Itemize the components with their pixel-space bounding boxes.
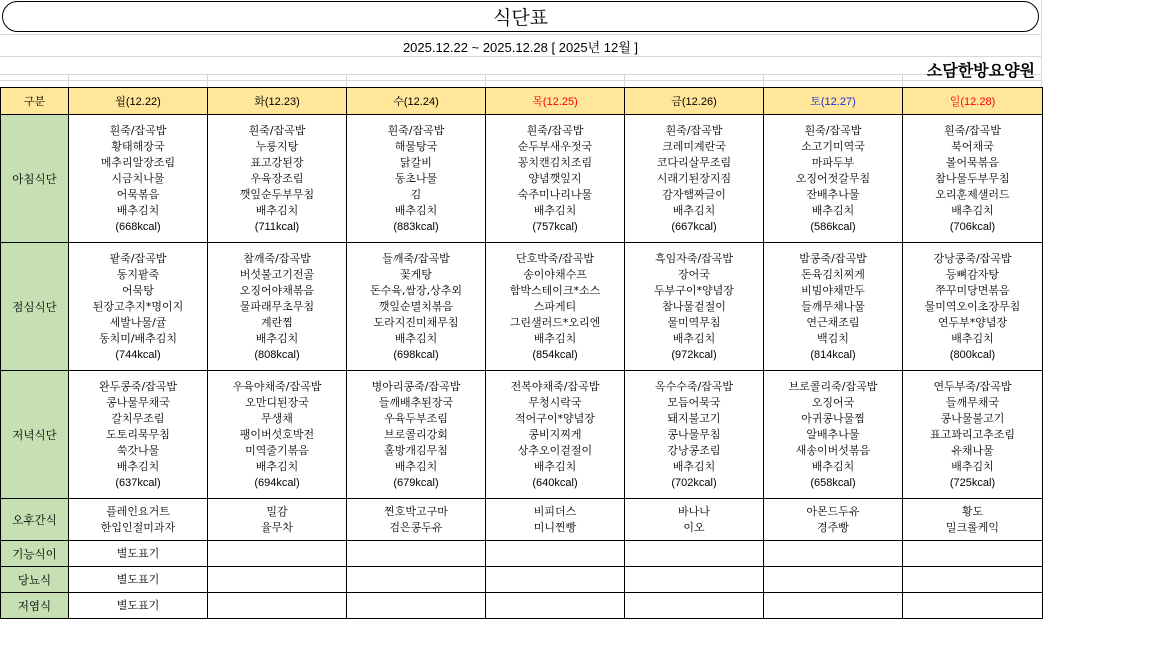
menu-cell-wed <box>347 567 486 593</box>
menu-item: 볼어묵볶음 <box>945 155 1000 169</box>
menu-item: 병아리콩죽/잡곡밥 <box>371 379 461 393</box>
menu-item: 적어구이*양념장 <box>515 411 595 425</box>
menu-item: 홀방개김무침 <box>384 443 448 457</box>
calorie-value: (679kcal) <box>393 476 439 489</box>
menu-cell-mon <box>69 499 208 541</box>
menu-item: 김 <box>410 187 422 201</box>
menu-cell-fri <box>625 541 764 567</box>
day-header-thu: 목(12.25) <box>486 88 625 115</box>
menu-cell-sat <box>764 499 903 541</box>
menu-cell-wed <box>347 499 486 541</box>
menu-item: 콩비지찌게 <box>528 427 582 441</box>
menu-cell-tue <box>208 541 347 567</box>
calorie-value: (814kcal) <box>810 348 856 361</box>
menu-item: 아몬드두유 <box>806 504 860 518</box>
menu-item: 검은콩두유 <box>389 520 443 534</box>
menu-item: 돈육김치찌게 <box>801 267 865 281</box>
menu-item: 닭갈비 <box>400 155 432 169</box>
menu-item: 황도 <box>961 504 984 518</box>
day-header-wed: 수(12.24) <box>347 88 486 115</box>
menu-item: 돈수육,쌈장,상추외 <box>369 283 462 297</box>
grid-line <box>0 34 1042 35</box>
calorie-value: (972kcal) <box>671 348 717 361</box>
menu-item: 들깨배추된장국 <box>378 395 454 409</box>
day-header-sat: 토(12.27) <box>764 88 903 115</box>
menu-item: 깻잎순두부무침 <box>239 187 315 201</box>
menu-cell-wed <box>347 371 486 499</box>
menu-item: 단호박죽/잡곡밥 <box>515 251 595 265</box>
menu-cell-thu <box>486 371 625 499</box>
menu-item: 해물탕국 <box>394 139 438 153</box>
menu-item: 쑥갓나물 <box>116 443 160 457</box>
grid-line <box>207 74 208 88</box>
menu-item: 코다리살무조림 <box>656 155 732 169</box>
menu-cell-sun <box>903 115 1043 243</box>
menu-cell-mon <box>69 567 208 593</box>
menu-cell-thu <box>486 243 625 371</box>
day-header-tue: 화(12.23) <box>208 88 347 115</box>
menu-item: 감자햄짜글이 <box>662 187 726 201</box>
calorie-value: (808kcal) <box>254 348 300 361</box>
menu-item: 오징어젓갈무침 <box>795 171 871 185</box>
calorie-value: (667kcal) <box>671 220 717 233</box>
menu-item: 잔배추나물 <box>806 187 860 201</box>
grid-line <box>0 74 1042 75</box>
menu-item: 완두콩죽/잡곡밥 <box>98 379 178 393</box>
row-label: 당뇨식 <box>1 567 69 593</box>
menu-item: 우육야채죽/잡곡밥 <box>232 379 322 393</box>
calorie-value: (711kcal) <box>254 220 300 233</box>
menu-item: 밀감 <box>266 504 288 518</box>
menu-cell-fri <box>625 499 764 541</box>
grid-line <box>0 56 1042 57</box>
menu-item: 쭈꾸미당면볶음 <box>935 283 1010 297</box>
menu-item: 유채나물 <box>951 443 994 457</box>
menu-item: 배추김치 <box>116 459 160 473</box>
diet-note: 별도표기 <box>116 598 160 612</box>
menu-item: 비빔야채만두 <box>801 283 865 297</box>
menu-item: 들깨죽/잡곡밥 <box>382 251 450 265</box>
menu-item: 계란찜 <box>261 315 293 329</box>
menu-item: 브로콜리죽/잡곡밥 <box>788 379 878 393</box>
menu-item: 배추김치 <box>394 331 438 345</box>
calorie-value: (698kcal) <box>393 348 439 361</box>
menu-item: 흰죽/잡곡밥 <box>387 123 445 137</box>
calorie-value: (744kcal) <box>115 348 161 361</box>
menu-item: 갈치무조림 <box>111 411 165 425</box>
menu-cell-sun <box>903 499 1043 541</box>
menu-cell-fri <box>625 115 764 243</box>
diet-note: 별도표기 <box>116 546 160 560</box>
menu-cell-sat <box>764 541 903 567</box>
menu-cell-thu <box>486 567 625 593</box>
menu-row <box>1 499 1043 541</box>
calorie-value: (725kcal) <box>949 476 996 489</box>
menu-item: 동지팥죽 <box>116 267 160 281</box>
menu-item: 브로콜리강회 <box>384 427 448 441</box>
calorie-value: (694kcal) <box>254 476 300 489</box>
menu-item: 크레미계란국 <box>662 139 726 153</box>
menu-cell-fri <box>625 371 764 499</box>
menu-item: 연두부죽/잡곡밥 <box>933 379 1012 393</box>
menu-item: 도토리묵무침 <box>106 427 170 441</box>
menu-cell-sat <box>764 371 903 499</box>
menu-cell-sun <box>903 541 1043 567</box>
menu-cell-sat <box>764 567 903 593</box>
menu-item: 동치미/배추김치 <box>98 331 178 345</box>
menu-cell-sun <box>903 371 1043 499</box>
menu-cell-sat <box>764 243 903 371</box>
menu-table <box>0 87 1043 619</box>
menu-cell-wed <box>347 115 486 243</box>
menu-cell-mon <box>69 371 208 499</box>
menu-item: 배추김치 <box>672 459 716 473</box>
menu-cell-thu <box>486 593 625 619</box>
menu-item: 된장고추지*명이지 <box>92 299 184 313</box>
menu-item: 옥수수죽/잡곡밥 <box>654 379 734 393</box>
menu-item: 흑임자죽/잡곡밥 <box>654 251 734 265</box>
menu-item: 전복야채죽/잡곡밥 <box>510 379 600 393</box>
menu-cell-tue <box>208 499 347 541</box>
menu-item: 무생채 <box>261 411 293 425</box>
menu-cell-tue <box>208 115 347 243</box>
menu-item: 시금치나물 <box>111 171 165 185</box>
grid-line <box>902 74 903 88</box>
menu-item: 배추김치 <box>116 203 160 217</box>
menu-item: 흰죽/잡곡밥 <box>665 123 723 137</box>
menu-row <box>1 567 1043 593</box>
menu-cell-fri <box>625 593 764 619</box>
diet-note: 별도표기 <box>116 572 160 586</box>
calorie-value: (637kcal) <box>115 476 161 489</box>
row-label: 오후간식 <box>1 499 69 541</box>
menu-cell-sun <box>903 243 1043 371</box>
menu-item: 어묵탕 <box>122 283 154 297</box>
date-range: 2025.12.22 ~ 2025.12.28 [ 2025년 12월 ] <box>402 40 639 55</box>
menu-item: 버섯불고기전골 <box>239 267 315 281</box>
day-header-fri: 금(12.26) <box>625 88 764 115</box>
menu-item: 양념깻잎지 <box>528 171 582 185</box>
menu-cell-wed <box>347 541 486 567</box>
menu-item: 배추김치 <box>951 203 994 217</box>
menu-item: 콩나물불고기 <box>940 411 1005 425</box>
calorie-value: (883kcal) <box>393 220 439 233</box>
menu-cell-sun <box>903 567 1043 593</box>
menu-cell-tue <box>208 593 347 619</box>
menu-item: 알배추나물 <box>806 427 860 441</box>
day-header-mon: 월(12.22) <box>69 88 208 115</box>
menu-item: 밀크롤케익 <box>945 520 1000 534</box>
menu-item: 물미역오이초장무침 <box>924 299 1021 313</box>
menu-item: 배추김치 <box>533 203 577 217</box>
organization-name: 소담한방요양원 <box>926 61 1035 80</box>
menu-item: 들깨무채나물 <box>801 299 865 313</box>
menu-item: 배추김치 <box>394 203 438 217</box>
page-title: 식단표 <box>2 1 1039 32</box>
calorie-value: (668kcal) <box>115 220 161 233</box>
menu-item: 상추오이겉절이 <box>517 443 593 457</box>
menu-item: 배추김치 <box>533 459 577 473</box>
menu-cell-tue <box>208 567 347 593</box>
menu-item: 도라지진미채무침 <box>373 315 459 329</box>
menu-item: 강낭콩죽/잡곡밥 <box>933 251 1012 265</box>
menu-item: 배추김치 <box>394 459 438 473</box>
calorie-value: (702kcal) <box>671 476 717 489</box>
calorie-value: (658kcal) <box>810 476 856 489</box>
menu-item: 흰죽/잡곡밥 <box>109 123 167 137</box>
menu-item: 밤콩죽/잡곡밥 <box>799 251 867 265</box>
menu-item: 바나나 <box>678 504 710 518</box>
menu-row <box>1 243 1043 371</box>
menu-item: 깻잎순멸치볶음 <box>378 299 454 313</box>
menu-cell-fri <box>625 243 764 371</box>
menu-item: 배추김치 <box>672 331 716 345</box>
menu-item: 백김치 <box>817 331 849 345</box>
menu-item: 표고꽈리고추조림 <box>929 427 1015 441</box>
menu-item: 꽁치캔김치조림 <box>517 155 593 169</box>
menu-cell-tue <box>208 243 347 371</box>
calorie-value: (757kcal) <box>532 220 578 233</box>
calorie-value: (706kcal) <box>949 220 996 233</box>
menu-item: 참나물두부무침 <box>935 171 1010 185</box>
menu-item: 꽃게탕 <box>400 267 432 281</box>
menu-item: 배추김치 <box>951 459 994 473</box>
menu-item: 황태해장국 <box>111 139 165 153</box>
menu-item: 함박스테이크*소스 <box>509 283 601 297</box>
menu-item: 들깨무채국 <box>945 395 1000 409</box>
menu-item: 북어채국 <box>951 139 994 153</box>
menu-item: 배추김치 <box>255 459 299 473</box>
menu-item: 우육장조림 <box>250 171 304 185</box>
menu-cell-sun <box>903 593 1043 619</box>
menu-item: 숙주미나리나물 <box>517 187 593 201</box>
menu-item: 시래기된장지짐 <box>656 171 732 185</box>
menu-item: 메추리알장조림 <box>100 155 176 169</box>
menu-item: 소고기미역국 <box>801 139 865 153</box>
category-header: 구분 <box>1 88 69 115</box>
menu-item: 새송이버섯볶음 <box>795 443 871 457</box>
menu-item: 비피더스 <box>533 504 577 518</box>
menu-item: 연두부*양념장 <box>937 315 1008 329</box>
menu-item: 등뼈감자탕 <box>945 267 1000 281</box>
row-label: 아침식단 <box>1 115 69 243</box>
menu-cell-fri <box>625 567 764 593</box>
menu-item: 마파두부 <box>811 155 855 169</box>
menu-item: 오징어야채볶음 <box>239 283 315 297</box>
menu-item: 송이야채수프 <box>523 267 587 281</box>
menu-row <box>1 541 1043 567</box>
menu-item: 이오 <box>683 520 705 534</box>
menu-cell-sat <box>764 593 903 619</box>
menu-cell-tue <box>208 371 347 499</box>
menu-item: 플레인요거트 <box>106 504 170 518</box>
menu-item: 오징어국 <box>811 395 855 409</box>
menu-row <box>1 371 1043 499</box>
menu-item: 배추김치 <box>255 331 299 345</box>
menu-cell-mon <box>69 243 208 371</box>
menu-item: 순두부새우젓국 <box>517 139 593 153</box>
row-label: 저녁식단 <box>1 371 69 499</box>
grid-line <box>346 74 347 88</box>
menu-item: 배추김치 <box>672 203 716 217</box>
row-label: 기능식이 <box>1 541 69 567</box>
day-header-sun: 일(12.28) <box>903 88 1043 115</box>
menu-item: 팽이버섯호박전 <box>239 427 315 441</box>
menu-item: 두부구이*양념장 <box>654 283 734 297</box>
menu-item: 흰죽/잡곡밥 <box>804 123 862 137</box>
grid-line <box>485 74 486 88</box>
menu-cell-mon <box>69 593 208 619</box>
menu-cell-mon <box>69 541 208 567</box>
menu-item: 누룽지탕 <box>255 139 299 153</box>
menu-item: 배추김치 <box>533 331 577 345</box>
menu-item: 모듬어묵국 <box>667 395 721 409</box>
grid-line <box>1041 0 1042 88</box>
menu-item: 물미역무침 <box>667 315 721 329</box>
menu-item: 미니찐빵 <box>533 520 577 534</box>
menu-item: 오리훈제샐러드 <box>935 187 1010 201</box>
menu-row <box>1 115 1043 243</box>
menu-item: 콩나물무침 <box>667 427 721 441</box>
menu-cell-mon <box>69 115 208 243</box>
menu-item: 우육두부조림 <box>384 411 448 425</box>
menu-item: 흰죽/잡곡밥 <box>526 123 584 137</box>
menu-item: 아귀콩나물찜 <box>801 411 865 425</box>
menu-item: 어묵볶음 <box>116 187 160 201</box>
menu-item: 참나물겉절이 <box>662 299 726 313</box>
menu-item: 배추김치 <box>951 331 994 345</box>
calorie-value: (854kcal) <box>532 348 578 361</box>
menu-item: 율무차 <box>261 520 293 534</box>
menu-item: 콩나물무채국 <box>106 395 170 409</box>
menu-item: 그린샐러드*오리엔 <box>509 315 601 329</box>
menu-cell-thu <box>486 541 625 567</box>
calorie-value: (800kcal) <box>949 348 996 361</box>
menu-item: 배추김치 <box>811 459 855 473</box>
row-label: 저염식 <box>1 593 69 619</box>
row-label: 점심식단 <box>1 243 69 371</box>
menu-item: 무청시락국 <box>528 395 582 409</box>
menu-cell-wed <box>347 243 486 371</box>
menu-item: 세발나물/귤 <box>109 315 167 329</box>
menu-item: 동초나물 <box>394 171 438 185</box>
menu-item: 팥죽/잡곡밥 <box>109 251 167 265</box>
grid-line <box>0 80 1042 81</box>
grid-line <box>763 74 764 88</box>
menu-item: 경주빵 <box>817 520 849 534</box>
grid-line <box>624 74 625 88</box>
menu-item: 참깨죽/잡곡밥 <box>243 251 311 265</box>
calorie-value: (640kcal) <box>532 476 578 489</box>
menu-item: 돼지불고기 <box>667 411 721 425</box>
menu-item: 찐호박고구마 <box>384 504 448 518</box>
menu-item: 흰죽/잡곡밥 <box>944 123 1001 137</box>
menu-item: 배추김치 <box>811 203 855 217</box>
menu-item: 강낭콩조림 <box>667 443 721 457</box>
grid-line <box>68 74 69 88</box>
menu-item: 미역줄기볶음 <box>245 443 309 457</box>
header-row <box>1 88 1043 115</box>
menu-item: 스파게티 <box>533 299 577 313</box>
menu-item: 흰죽/잡곡밥 <box>248 123 306 137</box>
menu-cell-thu <box>486 115 625 243</box>
menu-item: 한입인절미과자 <box>100 520 176 534</box>
menu-row <box>1 593 1043 619</box>
menu-cell-wed <box>347 593 486 619</box>
menu-item: 물파래무초무침 <box>239 299 315 313</box>
menu-item: 배추김치 <box>255 203 299 217</box>
menu-item: 장어국 <box>678 267 710 281</box>
menu-item: 연근채조림 <box>806 315 860 329</box>
menu-item: 오만디된장국 <box>245 395 309 409</box>
calorie-value: (586kcal) <box>810 220 856 233</box>
menu-cell-thu <box>486 499 625 541</box>
menu-cell-sat <box>764 115 903 243</box>
menu-item: 표고강된장 <box>250 155 304 169</box>
